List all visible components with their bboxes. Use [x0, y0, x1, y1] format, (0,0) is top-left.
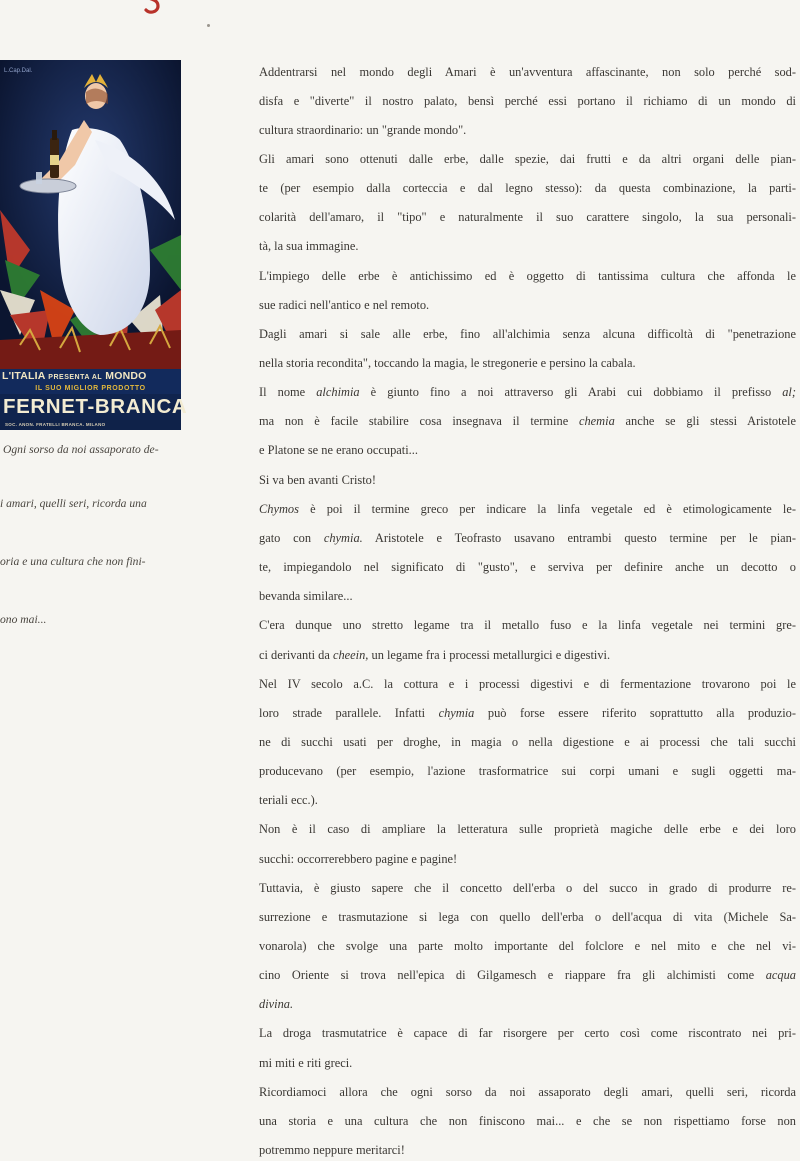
poster-illustration: [0, 60, 181, 370]
text-line: L'impiego delle erbe è antichissimo ed è oggetto di tantissima cultura che affonda le: [259, 268, 796, 283]
text-line: C'era dunque uno stretto legame tra il metallo fuso e la linfa vegetale nei termini gre-: [259, 618, 796, 633]
text-line: ci derivanti da cheein, un legame fra i processi metallurgici e digestivi.: [259, 647, 611, 662]
text-line: mi miti e riti greci.: [259, 1055, 353, 1070]
text-line: gato con chymia. Aristotele e Teofrasto usavano entrambi questo termine per le pian-: [259, 530, 796, 545]
text-line: Ricordiamoci allora che ogni sorso da noi assaporato degli amari, quelli seri, ricorda: [259, 1084, 796, 1099]
red-hook-mark: [138, 0, 164, 18]
text-line: una storia e una cultura che non finiscono mai... e che se non rispettiamo forse non: [259, 1113, 796, 1128]
poster-subline: IL SUO MIGLIOR PRODOTTO: [0, 384, 181, 394]
text-line: producevano (per esempio, l'azione trasformatrice sui corpi umani e sugli oggetti ma-: [259, 764, 796, 779]
text-line: divina.: [259, 997, 294, 1012]
text-line: loro strade parallele. Infatti chymia può forse essere riferito soprattutto alla produzio-: [259, 705, 796, 720]
text-line: potremmo neppure meritarci!: [259, 1143, 405, 1158]
poster-signature: L.Cap.Dal.: [4, 68, 33, 74]
text-line: Non è il caso di ampliare la letteratura sulle proprietà magiche delle erbe e dei loro: [259, 822, 796, 837]
text-line: tà, la sua immagine.: [259, 239, 359, 254]
text-line: bevanda similare...: [259, 589, 353, 604]
poster-brand-name: FERNET-BRANCA: [0, 394, 181, 420]
text-line: te, impiegandolo nel significato di "gusto", e serviva per definire anche un decotto o: [259, 560, 796, 575]
text-line: nella storia recondita", toccando la magia, le stregonerie e persino la cabala.: [259, 356, 636, 370]
text-line: teriali ecc.).: [259, 793, 318, 808]
text-line: ma non è facile stabilire cosa insegnava il termine chemia anche se gli stessi Aristotele: [259, 414, 796, 429]
text-line: Tuttavia, è giusto sapere che il concetto dell'erba o del succo in grado di produrre re-: [259, 880, 796, 895]
side-quote-line: Ogni sorso da noi assaporato de-: [3, 443, 159, 456]
text-line: e Platone se ne erano occupati...: [259, 443, 418, 458]
text-line: cino Oriente si trova nell'epica di Gilgamesch e riappare fra gli alchimisti come acqua: [259, 968, 796, 983]
text-line: colarità dell'amaro, il "tipo" e naturalmente il suo carattere singolo, la sua personali-: [259, 210, 796, 225]
text-line: sue radici nell'antico e nel remoto.: [259, 297, 430, 312]
text-line: disfa e "diverte" il nostro palato, bensì perché essi portano il richiamo di un mondo di: [259, 93, 796, 108]
text-line: ne di succhi usati per droghe, in magia o nella digestione e ai processi che tali succhi: [259, 734, 796, 749]
text-line: Gli amari sono ottenuti dalle erbe, dalle spezie, dai frutti e da altri organi delle pian-: [259, 151, 796, 166]
text-line: cultura straordinario: un "grande mondo".: [259, 122, 467, 137]
text-line: succhi: occorrerebbero pagine e pagine!: [259, 851, 458, 866]
side-quote-line: oria e una cultura che non fini-: [0, 555, 146, 568]
text-line: Si va ben avanti Cristo!: [259, 472, 377, 487]
page-speck: [207, 24, 210, 27]
text-line: La droga trasmutatrice è capace di far risorgere per certo così come riscontrato nei pri-: [259, 1026, 796, 1041]
text-line: Nel IV secolo a.C. la cottura e i processi digestivi e di fermentazione trovarono poi le: [259, 676, 796, 691]
text-line: Addentrarsi nel mondo degli Amari è un'avventura affascinante, non solo perché sod-: [259, 64, 796, 79]
text-line: Chymos è poi il termine greco per indicare la linfa vegetale ed è etimologicamente le-: [259, 501, 796, 516]
text-line: surrezione e trasmutazione si lega con quello dell'erba o dell'acqua di vita (Michele Sa-: [259, 909, 796, 924]
poster-footer: SOC. ANON. FRATELLI BRANCA. MILANO: [0, 420, 181, 430]
text-line: Dagli amari si sale alle erbe, fino all'alchimia senza alcuna difficoltà di "penetrazione: [259, 326, 796, 341]
poster-headline: L'ITALIA PRESENTA AL MONDO: [0, 369, 181, 384]
side-quote-line: i amari, quelli seri, ricorda una: [0, 497, 147, 510]
text-line: te (per esempio dalla corteccia e dal legno stesso): da questa combinazione, la parti-: [259, 181, 796, 196]
fernet-branca-poster: [0, 60, 188, 427]
text-line: vonarola) che svolge una parte molto importante del folclore e nel mito e che nel vi-: [259, 939, 796, 953]
text-line: Il nome alchimia è giunto fino a noi attraverso gli Arabi cui dobbiamo il prefisso al;: [259, 385, 796, 400]
side-quote-line: ono mai...: [0, 613, 47, 626]
